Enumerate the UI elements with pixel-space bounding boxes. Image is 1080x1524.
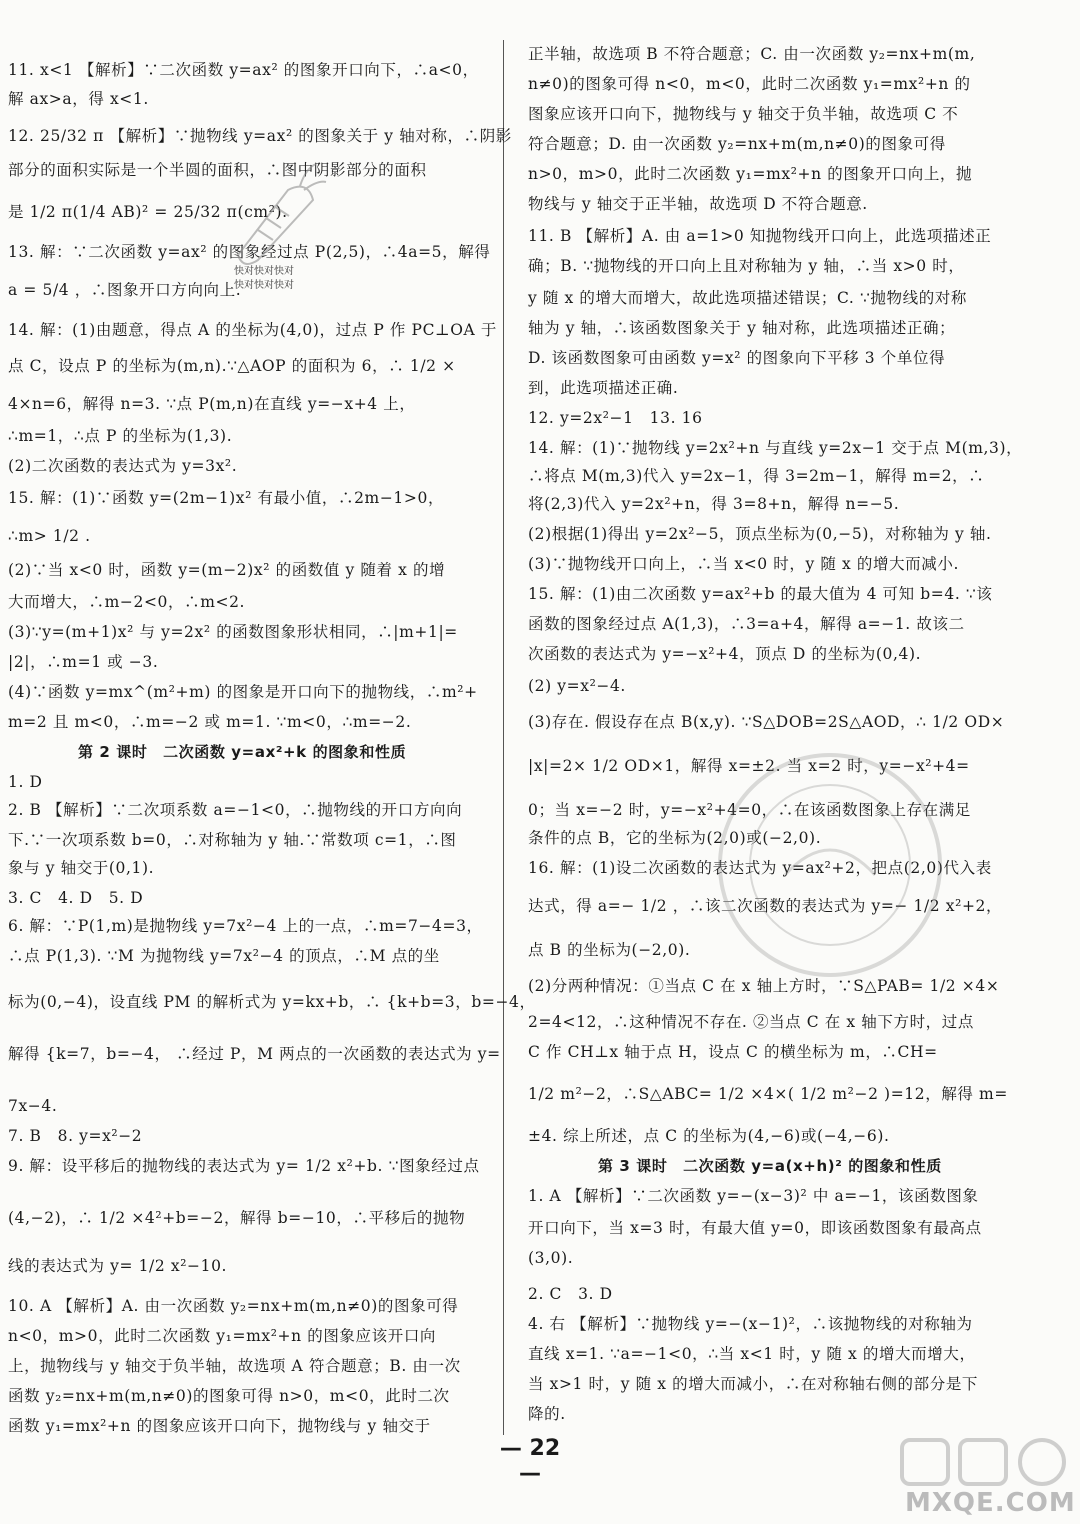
answer-line: (2)分两种情况：①当点 C 在 x 轴上方时，∵S△PAB= 1/2 ×4× xyxy=(528,977,1000,995)
answer-line: |x|=2× 1/2 OD×1，解得 x=±2. 当 x=2 时，y=−x²+4= xyxy=(528,757,970,775)
answer-line: 0；当 x=−2 时，y=−x²+4=0，∴在该函数图象上存在满足 xyxy=(528,801,971,819)
answer-line: 4×n=6，解得 n=3. ∵点 P(m,n)在直线 y=−x+4 上， xyxy=(8,395,416,413)
school-seal-icon xyxy=(705,715,955,1015)
section-title: 第 2 课时 二次函数 y=ax²+k 的图象和性质 xyxy=(78,743,407,761)
answer-line: 点 B 的坐标为(−2,0). xyxy=(528,941,691,959)
answer-line: 函数 y₂=nx+m(m,n≠0)的图象可得 n>0，m<0，此时二次 xyxy=(8,1387,450,1405)
answer-line: 条件的点 B，它的坐标为(2,0)或(−2,0). xyxy=(528,829,822,847)
answer-line: (3)∵抛物线开口向上，∴当 x<0 时，y 随 x 的增大而减小. xyxy=(528,555,960,573)
answer-line: 2. C 3. D xyxy=(528,1285,613,1303)
answer-line: 14. 解：(1)由题意，得点 A 的坐标为(4,0)，过点 P 作 PC⊥OA 于 xyxy=(8,321,497,339)
answer-line: 15. 解：(1)∵函数 y=(2m−1)x² 有最小值，∴2m−1>0， xyxy=(8,489,445,507)
answer-line: 2=4<12，∴这种情况不存在. ②当点 C 在 x 轴下方时，过点 xyxy=(528,1013,974,1031)
answer-line: 函数的图象经过点 A(1,3)，∴3=a+4，解得 a=−1. 故该二 xyxy=(528,615,965,633)
answer-line: 降的. xyxy=(528,1405,566,1423)
answer-line: 开口向下，当 x=3 时，有最大值 y=0，即该函数图象有最高点 xyxy=(528,1219,982,1237)
answer-line: (3)存在. 假设存在点 B(x,y). ∵S△DOB=2S△AOD，∴ 1/2 OD× xyxy=(528,713,1005,731)
answer-line: 1/2 m²−2，∴S△ABC= 1/2 ×4×( 1/2 m²−2 )=12，解得 m= xyxy=(528,1085,1008,1103)
answer-line: 上，抛物线与 y 轴交于负半轴，故选项 A 符合题意；B. 由一次 xyxy=(8,1357,461,1375)
answer-line: n<0，m>0，此时二次函数 y₁=mx²+n 的图象应该开口向 xyxy=(8,1327,437,1345)
answer-line: 标为(0,−4)，设直线 PM 的解析式为 y=kx+b，∴ {k+b=3，b=−4， xyxy=(8,993,536,1011)
answer-line: m=2 且 m<0，∴m=−2 或 m=1. ∵m<0，∴m=−2. xyxy=(8,713,412,731)
answer-line: (2)∵当 x<0 时，函数 y=(m−2)x² 的函数值 y 随着 x 的增 xyxy=(8,561,446,579)
brand-url: MXQE.COM xyxy=(905,1488,1076,1518)
answer-line: (2)二次函数的表达式为 y=3x². xyxy=(8,457,238,475)
answer-line: D. 该函数图象可由函数 y=x² 的图象向下平移 3 个单位得 xyxy=(528,349,946,367)
answer-line: (4)∵函数 y=mx^(m²+m) 的图象是开口向下的抛物线，∴m²+ xyxy=(8,683,478,701)
answer-line: ∴将点 M(m,3)代入 y=2x−1，得 3=2m−1，解得 m=2，∴ xyxy=(528,467,985,485)
answer-line: (2)根据(1)得出 y=2x²−5，顶点坐标为(0,−5)，对称轴为 y 轴. xyxy=(528,525,992,543)
watermark-text-2: 快对快对快对 xyxy=(234,280,294,291)
answer-line: 13. 解：∵二次函数 y=ax² 的图象经过点 P(2,5)，∴4a=5，解得 xyxy=(8,243,491,261)
answer-line: 14. 解：(1)∵抛物线 y=2x²+n 与直线 y=2x−1 交于点 M(m,3)， xyxy=(528,439,1023,457)
answer-line: 点 C，设点 P 的坐标为(m,n).∵△AOP 的面积为 6，∴ 1/2 × xyxy=(8,357,456,375)
answer-line: 7x−4. xyxy=(8,1097,58,1115)
answer-line: 2. B 【解析】∵二次项系数 a=−1<0，∴抛物线的开口方向向 xyxy=(8,801,463,819)
brand-logo-icon xyxy=(900,1432,1070,1490)
answer-line: (3)∵y=(m+1)x² 与 y=2x² 的函数图象形状相同，∴|m+1|= xyxy=(8,623,458,641)
answer-line: 16. 解：(1)设二次函数的表达式为 y=ax²+2，把点(2,0)代入表 xyxy=(528,859,992,877)
answer-line: 图象应该开口向下，抛物线与 y 轴交于负半轴，故选项 C 不 xyxy=(528,105,959,123)
answer-line: 解得 {k=7，b=−4， ∴经过 P，M 两点的一次函数的表达式为 y= xyxy=(8,1045,501,1063)
answer-line: 6. 解：∵P(1,m)是抛物线 y=7x²−4 上的一点，∴m=7−4=3， xyxy=(8,917,483,935)
answer-line: (3,0). xyxy=(528,1249,574,1267)
answer-line: 7. B 8. y=x²−2 xyxy=(8,1127,143,1145)
answer-line: 15. 解：(1)由二次函数 y=ax²+b 的最大值为 4 可知 b=4. ∵该 xyxy=(528,585,993,603)
answer-line: n>0，m>0，此时二次函数 y₁=mx²+n 的图象开口向上，抛 xyxy=(528,165,973,183)
section-title: 第 3 课时 二次函数 y=a(x+h)² 的图象和性质 xyxy=(598,1157,942,1175)
answer-line: 函数 y₁=mx²+n 的图象应该开口向下，抛物线与 y 轴交于 xyxy=(8,1417,431,1435)
answer-line: 10. A 【解析】A. 由一次函数 y₂=nx+m(m,n≠0)的图象可得 xyxy=(8,1297,459,1315)
answer-line: 符合题意；D. 由一次函数 y₂=nx+m(m,n≠0)的图象可得 xyxy=(528,135,946,153)
answer-line: |2|，∴m=1 或 −3. xyxy=(8,653,159,671)
answer-line: 直线 x=1. ∵a=−1<0，∴当 x<1 时，y 随 x 的增大而增大， xyxy=(528,1345,976,1363)
answer-line: 次函数的表达式为 y=−x²+4，顶点 D 的坐标为(0,4). xyxy=(528,645,922,663)
answer-line: 是 1/2 π(1/4 AB)² = 25/32 π(cm²). xyxy=(8,203,288,221)
answer-line: 1. A 【解析】∵二次函数 y=−(x−3)² 中 a=−1，该函数图象 xyxy=(528,1187,979,1205)
answer-line: 物线与 y 轴交于正半轴，故选项 D 不符合题意. xyxy=(528,195,868,213)
answer-line: (2) y=x²−4. xyxy=(528,677,626,695)
answer-line: 4. 右 【解析】∵抛物线 y=−(x−1)²，∴该抛物线的对称轴为 xyxy=(528,1315,973,1333)
answer-line: 下.∵一次项系数 b=0，∴对称轴为 y 轴.∵常数项 c=1，∴图 xyxy=(8,831,457,849)
answer-line: ∴m> 1/2 . xyxy=(8,527,91,545)
answer-line: 将(2,3)代入 y=2x²+n，得 3=8+n，解得 n=−5. xyxy=(528,495,900,513)
answer-line: 确；B. ∵抛物线的开口向上且对称轴为 y 轴，∴当 x>0 时， xyxy=(528,257,965,275)
answer-line: 12. 25/32 π 【解析】∵抛物线 y=ax² 的图象关于 y 轴对称，∴阴影 xyxy=(8,127,512,145)
answer-line: ∴点 P(1,3). ∵M 为抛物线 y=7x²−4 的顶点，∴M 点的坐 xyxy=(8,947,440,965)
answer-line: 11. x<1 【解析】∵二次函数 y=ax² 的图象开口向下，∴a<0， xyxy=(8,61,479,79)
page-number: — 22 — xyxy=(499,1436,561,1486)
answer-line: 大而增大，∴m−2<0，∴m<2. xyxy=(8,593,246,611)
watermark-text-1: 快对快对快对 xyxy=(234,266,294,277)
answer-line: 12. y=2x²−1 13. 16 xyxy=(528,409,703,427)
answer-line: 到，此选项描述正确. xyxy=(528,379,679,397)
answer-line: (4,−2)，∴ 1/2 ×4²+b=−2，解得 b=−10，∴平移后的抛物 xyxy=(8,1209,466,1227)
answer-line: 达式，得 a=− 1/2 ，∴该二次函数的表达式为 y=− 1/2 x²+2， xyxy=(528,897,1003,915)
answer-line: 轴为 y 轴，∴该函数图象关于 y 轴对称，此选项描述正确； xyxy=(528,319,956,337)
answer-line: ±4. 综上所述，点 C 的坐标为(4,−6)或(−4,−6). xyxy=(528,1127,890,1145)
answer-line: 解 ax>a，得 x<1. xyxy=(8,90,149,108)
answer-line: ∴m=1，∴点 P 的坐标为(1,3). xyxy=(8,427,233,445)
answer-line: 线的表达式为 y= 1/2 x²−10. xyxy=(8,1257,228,1275)
answer-line: 部分的面积实际是一个半圆的面积，∴图中阴影部分的面积 xyxy=(8,161,427,179)
answer-line: n≠0)的图象可得 n<0，m<0，此时二次函数 y₁=mx²+n 的 xyxy=(528,75,971,93)
column-divider xyxy=(503,40,504,1435)
answer-line: 象与 y 轴交于(0,1). xyxy=(8,859,155,877)
answer-line: 3. C 4. D 5. D xyxy=(8,889,144,907)
answer-line: 正半轴，故选项 B 不符合题意；C. 由一次函数 y₂=nx+m(m, xyxy=(528,45,976,63)
answer-line: a = 5/4 ，∴图象开口方向向上. xyxy=(8,281,242,299)
answer-line: 11. B 【解析】A. 由 a=1>0 知抛物线开口向上，此选项描述正 xyxy=(528,227,992,245)
answer-line: 9. 解：设平移后的抛物线的表达式为 y= 1/2 x²+b. ∵图象经过点 xyxy=(8,1157,480,1175)
answer-line: 当 x>1 时，y 随 x 的增大而减小，∴在对称轴右侧的部分是下 xyxy=(528,1375,979,1393)
answer-line: 1. D xyxy=(8,773,43,791)
answer-line: C 作 CH⊥x 轴于点 H，设点 C 的横坐标为 m，∴CH= xyxy=(528,1043,938,1061)
answer-line: y 随 x 的增大而增大，故此选项描述错误；C. ∵抛物线的对称 xyxy=(528,289,968,307)
